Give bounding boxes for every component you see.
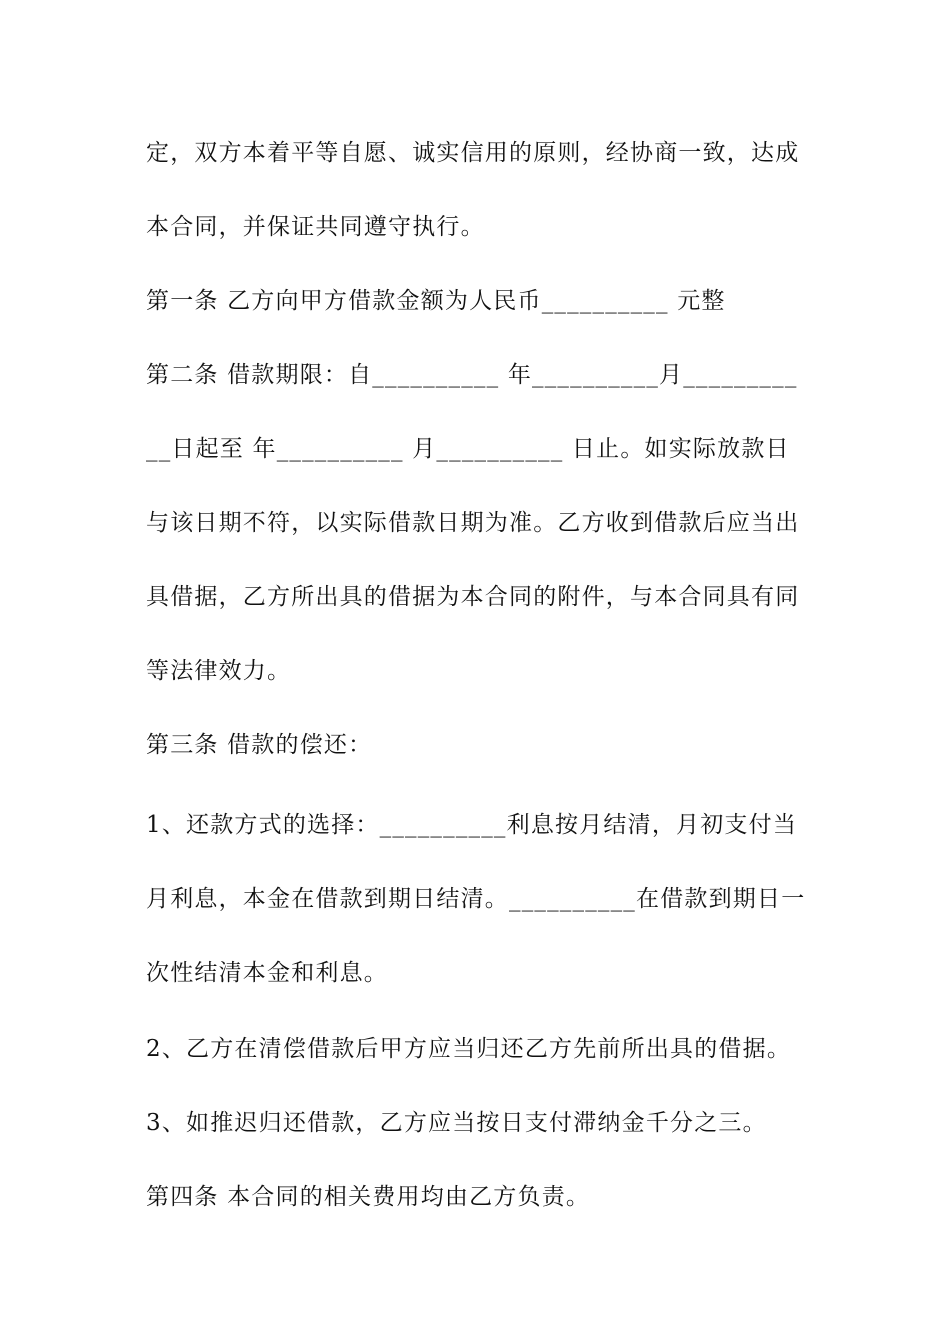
text-line: __日起至 年__________ 月__________ 日止。如实际放款日 (146, 436, 790, 462)
text-line: 与该日期不符，以实际借款日期为准。乙方收到借款后应当出 (146, 510, 800, 536)
text-line: 等法律效力。 (146, 658, 292, 684)
text-line: 定，双方本着平等自愿、诚实信用的原则，经协商一致，达成 (146, 140, 800, 166)
clause-1: 第一条 乙方向甲方借款金额为人民币__________ 元整 (146, 288, 726, 314)
list-item: 2、乙方在清偿借款后甲方应当归还乙方先前所出具的借据。 (146, 1036, 792, 1062)
list-item: 1、还款方式的选择：__________利息按月结清，月初支付当 (146, 812, 798, 838)
text-line: 具借据，乙方所出具的借据为本合同的附件，与本合同具有同 (146, 584, 800, 610)
clause-3: 第三条 借款的偿还： (146, 732, 373, 758)
text-line: 本合同，并保证共同遵守执行。 (146, 214, 485, 240)
clause-4: 第四条 本合同的相关费用均由乙方负责。 (146, 1184, 591, 1210)
text-line: 次性结清本金和利息。 (146, 960, 388, 986)
clause-2: 第二条 借款期限：自__________ 年__________月_________ (146, 362, 798, 388)
text-line: 月利息，本金在借款到期日结清。__________在借款到期日一 (146, 886, 806, 912)
list-item: 3、如推迟归还借款，乙方应当按日支付滞纳金千分之三。 (146, 1110, 767, 1136)
